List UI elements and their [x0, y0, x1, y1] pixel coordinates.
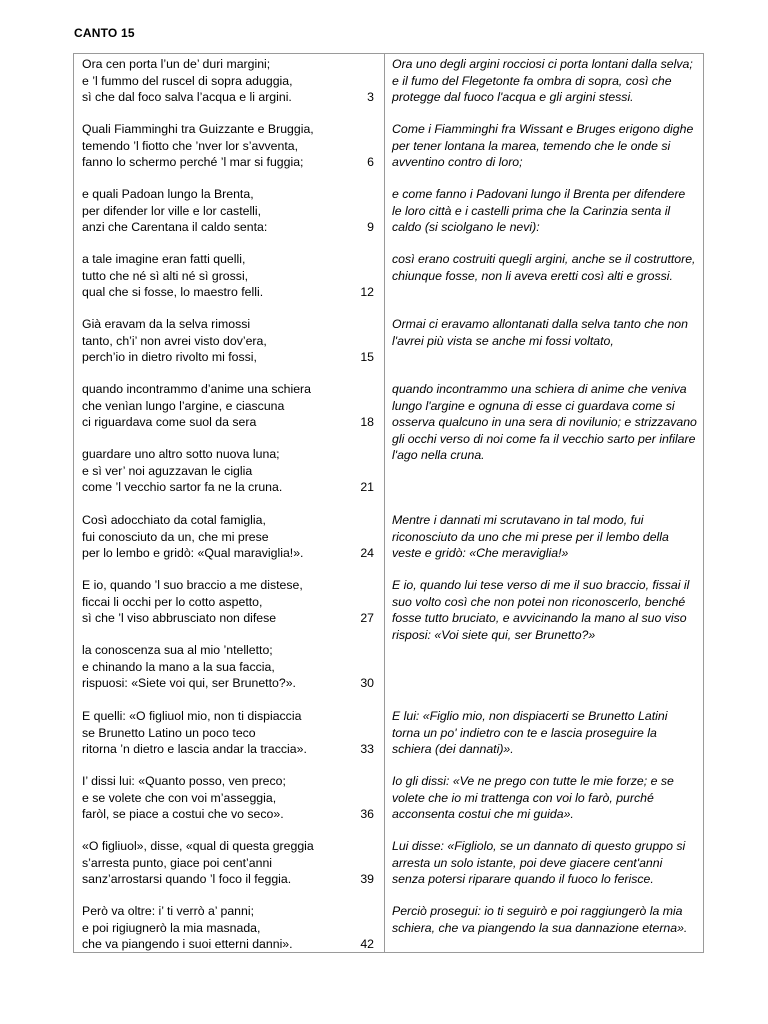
tercet — [82, 577, 374, 627]
verse-line: per lo lembo e gridò: «Qual maraviglia!». — [82, 546, 304, 560]
translation: Mentre i dannati mi scrutavano in tal modo, fui riconosciuto da uno che mi prese per il lembo della veste e gridò: «Che meraviglia!» — [392, 513, 669, 560]
translation: quando incontrammo una schiera di anime che veniva lungo l'argine e ognuna di esse ci guardava come si osserva qualcuno in una sera di novilunio; e strizzavano gli occhi verso di noi come fa il vecchio sarto per infilare l'ago nella cruna. — [392, 382, 697, 462]
verse-line: e poi rigiugnerò la mia masnada, — [82, 920, 261, 935]
line-number: 6 — [367, 155, 374, 169]
verse-line: per difender lor ville e lor castelli, — [82, 203, 262, 218]
verse-line: «O figliuol», disse, «qual di questa greggia — [82, 839, 314, 853]
verse-line: Quali Fiamminghi tra Guizzante e Bruggia, — [82, 122, 314, 136]
translation: Io gli dissi: «Ve ne prego con tutte le mie forze; e se volete che io mi trattenga con voi lo farò, purché acconsenta costui che mi guida». — [392, 774, 674, 821]
verse-line: sì che ’l viso abbrusciato non difese — [82, 611, 277, 625]
line-number: 18 — [360, 415, 374, 429]
line-number: 27 — [360, 611, 374, 625]
verse-line: temendo ’l fiotto che ’nver lor s’avventa, — [82, 138, 298, 153]
tercet — [82, 642, 374, 692]
column-divider — [384, 54, 385, 952]
verse-line: a tale imagine eran fatti quelli, — [82, 252, 246, 266]
verse-line: perch’io in dietro rivolto mi fossi, — [82, 350, 257, 364]
verse-line: Già eravam da la selva rimossi — [82, 317, 251, 331]
page-title: CANTO 15 — [74, 26, 135, 40]
line-number: 12 — [360, 285, 374, 299]
verse-line: che va piangendo i suoi etterni danni». — [82, 937, 293, 951]
verse-line: e chinando la mano a la sua faccia, — [82, 659, 275, 674]
line-number: 21 — [360, 480, 374, 494]
translation: Ormai ci eravamo allontanati dalla selva tanto che non l'avrei più vista se anche mi fossi voltato, — [392, 317, 688, 348]
translation: così erano costruiti quegli argini, anche se il costruttore, chiunque fosse, non li aveva eretti così alti e grossi. — [392, 252, 696, 283]
verse-line: I’ dissi lui: «Quanto posso, ven preco; — [82, 774, 286, 788]
verse-line: fui conosciuto da un, che mi prese — [82, 529, 269, 544]
verse-line: ritorna ’n dietro e lascia andar la traccia». — [82, 742, 307, 756]
line-number: 9 — [367, 220, 374, 234]
verse-line: Ora cen porta l’un de’ duri margini; — [82, 57, 271, 71]
verse-line: e sì ver’ noi aguzzavan le ciglia — [82, 463, 253, 478]
verse-line: rispuosi: «Siete voi qui, ser Brunetto?». — [82, 676, 296, 690]
verse-line: ficcai li occhi per lo cotto aspetto, — [82, 594, 263, 609]
verse-line: la conoscenza sua al mio ’ntelletto; — [82, 643, 273, 657]
verse-line: e ’l fummo del ruscel di sopra aduggia, — [82, 73, 293, 88]
translation: Perciò prosegui: io ti seguirò e poi raggiungerò la mia schiera, che va piangendo la sua dannazione eterna». — [392, 904, 688, 935]
verse-line: se Brunetto Latino un poco teco — [82, 725, 256, 740]
line-number: 33 — [360, 742, 374, 756]
verse-line: E quelli: «O figliuol mio, non ti dispiaccia — [82, 709, 302, 723]
tercet — [82, 316, 374, 366]
tercet — [82, 708, 374, 758]
verse-line: fanno lo schermo perché ’l mar si fuggia; — [82, 155, 304, 169]
tercet — [82, 773, 374, 823]
verse-line: come ’l vecchio sartor fa ne la cruna. — [82, 480, 283, 494]
verse-line: che venìan lungo l’argine, e ciascuna — [82, 398, 285, 413]
tercet — [82, 186, 374, 236]
tercet — [82, 903, 374, 953]
verse-line: sanz’arrostarsi quando ’l foco il feggia. — [82, 872, 292, 886]
line-number: 42 — [360, 937, 374, 951]
canto-table — [73, 53, 704, 953]
tercet — [82, 446, 374, 496]
verse-line: faròl, se piace a costui che vo seco». — [82, 807, 284, 821]
verse-line: s’arresta punto, giace poi cent’anni — [82, 855, 273, 870]
verse-line: e se volete che con voi m’asseggia, — [82, 790, 277, 805]
verse-line: e quali Padoan lungo la Brenta, — [82, 187, 254, 201]
translation: e come fanno i Padovani lungo il Brenta per difendere le loro città e i castelli prima che la Carinzia senta il caldo (si sciolgano le nevi): — [392, 187, 686, 234]
verse-line: Però va oltre: i’ ti verrò a’ panni; — [82, 904, 255, 918]
line-number: 15 — [360, 350, 374, 364]
line-number: 36 — [360, 807, 374, 821]
tercet — [82, 56, 374, 106]
tercet — [82, 838, 374, 888]
tercet — [82, 512, 374, 562]
translation: Lui disse: «Figliolo, se un dannato di questo gruppo si arresta un solo istante, poi deve giacere cent'anni senza potersi riparare quando il fuoco lo ferisce. — [392, 839, 686, 886]
verse-line: anzi che Carentana il caldo senta: — [82, 220, 268, 234]
verse-line: quando incontrammo d’anime una schiera — [82, 382, 311, 396]
verse-line: E io, quando ’l suo braccio a me distese, — [82, 578, 303, 592]
line-number: 24 — [360, 546, 374, 560]
verse-line: tanto, ch’i’ non avrei visto dov’era, — [82, 333, 267, 348]
verse-line: Così adocchiato da cotal famiglia, — [82, 513, 266, 527]
translation: Come i Fiamminghi fra Wissant e Bruges erigono dighe per tener lontana la marea, temendo che le onde si avventino contro di loro; — [392, 122, 694, 169]
verse-line: sì che dal foco salva l’acqua e li argini. — [82, 90, 292, 104]
line-number: 39 — [360, 872, 374, 886]
translation: E io, quando lui tese verso di me il suo braccio, fissai il suo volto così che non potei non riconoscerlo, benché fosse tutto bruciato, e avvicinando la mano al suo viso risposi: «Voi siete qui, ser Brunetto?» — [392, 578, 690, 642]
line-number: 3 — [367, 90, 374, 104]
tercet — [82, 381, 374, 431]
tercet — [82, 251, 374, 301]
line-number: 30 — [360, 676, 374, 690]
translation: Ora uno degli argini rocciosi ci porta lontani dalla selva; e il fumo del Flegetonte fa ombra di sopra, così che protegge dal fuoco l'acqua e gli argini stessi. — [392, 57, 693, 104]
verse-line: qual che si fosse, lo maestro felli. — [82, 285, 264, 299]
translation: E lui: «Figlio mio, non dispiacerti se Brunetto Latini torna un po' indietro con te e lascia proseguire la schiera (dei dannati)». — [392, 709, 668, 756]
tercet — [82, 121, 374, 171]
verse-line: guardare uno altro sotto nuova luna; — [82, 447, 280, 461]
verse-line: ci riguardava come suol da sera — [82, 415, 257, 429]
verse-line: tutto che né sì alti né sì grossi, — [82, 268, 249, 283]
